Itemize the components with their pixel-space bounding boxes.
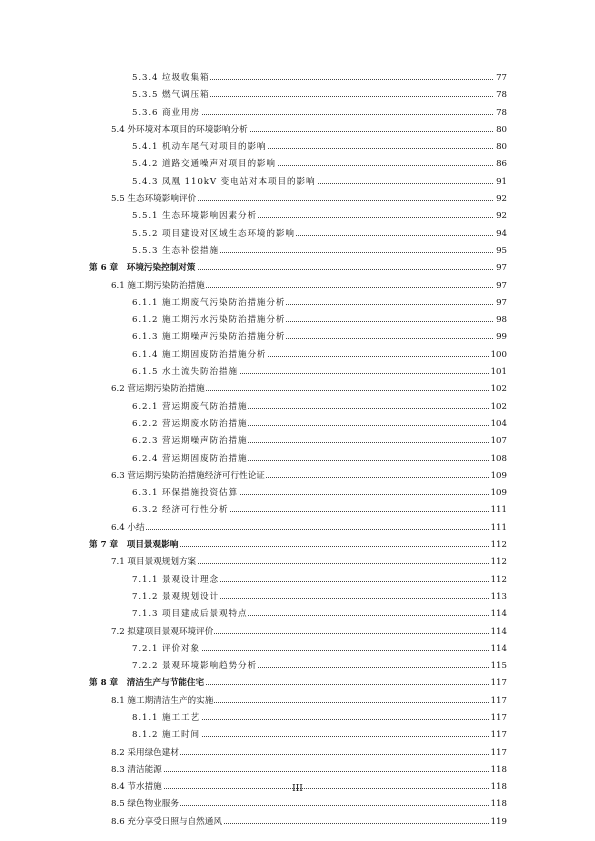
toc-entry-page: 112	[490, 537, 507, 554]
toc-entry-page: 109	[490, 468, 507, 485]
toc-entry[interactable]	[0, 606, 595, 623]
toc-entry-title: 6.3.2 经济可行性分析	[132, 502, 229, 519]
toc-entry[interactable]	[0, 537, 595, 554]
toc-entry[interactable]	[0, 174, 595, 191]
toc-entry-page: 115	[490, 658, 507, 675]
toc-entry-title: 6.3 营运期污染防治措施经济可行性论证	[111, 468, 266, 485]
toc-entry[interactable]	[0, 226, 595, 243]
toc-entry-page: 114	[490, 641, 507, 658]
toc-entry[interactable]	[0, 589, 595, 606]
toc-entry-title: 5.4.2 道路交通噪声对项目的影响	[132, 156, 277, 173]
toc-entry-page: 118	[490, 796, 507, 813]
toc-entry-page: 113	[490, 589, 507, 606]
toc-entry[interactable]	[0, 796, 595, 813]
toc-entry-page: 98	[495, 312, 507, 329]
toc-entry[interactable]	[0, 554, 595, 571]
toc-entry[interactable]	[0, 381, 595, 398]
toc-entry[interactable]	[0, 329, 595, 346]
toc-entry-title: 5.3.5 燃气调压箱	[132, 87, 210, 104]
toc-entry-title: 6.1.1 施工期废气污染防治措施分析	[132, 295, 286, 312]
toc-entry-title: 6.1.3 施工期噪声污染防治措施分析	[132, 329, 286, 346]
toc-entry-title: 6.4 小结	[111, 520, 146, 537]
toc-entry-title: 6.2.4 营运期固废防治措施	[132, 451, 248, 468]
toc-entry[interactable]	[0, 87, 595, 104]
toc-entry[interactable]	[0, 105, 595, 122]
toc-entry-title: 6.1.2 施工期污水污染防治措施分析	[132, 312, 286, 329]
toc-entry-title: 6.2 营运期污染防治措施	[111, 381, 206, 398]
toc-entry-page: 111	[490, 520, 507, 537]
toc-entry-title: 5.5.3 生态补偿措施	[132, 243, 220, 260]
toc-leader-dots	[111, 771, 493, 772]
toc-entry-title: 5.3.6 商业用房	[132, 105, 201, 122]
toc-entry[interactable]	[0, 347, 595, 364]
toc-entry-title: 5.5.2 项目建设对区域生态环境的影响	[132, 226, 296, 243]
toc-entry-title: 8.1 施工期清洁生产的实施	[111, 693, 214, 710]
toc-entry[interactable]	[0, 658, 595, 675]
toc-entry-page: 117	[490, 710, 507, 727]
toc-entry[interactable]	[0, 260, 595, 277]
toc-entry-title: 6.3.1 环保措施投资估算	[132, 485, 239, 502]
toc-entry-title: 5.5 生态环境影响评价	[111, 191, 197, 208]
toc-entry[interactable]	[0, 295, 595, 312]
toc-entry[interactable]	[0, 364, 595, 381]
toc-entry[interactable]	[0, 312, 595, 329]
toc-entry-page: 102	[490, 381, 507, 398]
page-number: III	[292, 784, 303, 794]
toc-entry-title: 7.1.2 景观规划设计	[132, 589, 220, 606]
toc-entry-page: 78	[495, 105, 507, 122]
toc-entry[interactable]	[0, 208, 595, 225]
toc-entry-title: 8.3 清洁能源	[111, 762, 163, 779]
toc-entry[interactable]	[0, 675, 595, 692]
toc-entry-page: 94	[495, 226, 507, 243]
toc-entry-page: 114	[490, 624, 507, 641]
toc-entry[interactable]	[0, 399, 595, 416]
toc-entry[interactable]	[0, 641, 595, 658]
toc-entry-page: 97	[495, 295, 507, 312]
toc-entry-page: 92	[495, 208, 507, 225]
toc-entry-page: 92	[495, 191, 507, 208]
toc-entry-title: 5.4.1 机动车尾气对项目的影响	[132, 139, 267, 156]
toc-entry-page: 114	[490, 606, 507, 623]
toc-entry-page: 102	[490, 399, 507, 416]
toc-entry-title: 6.2.2 营运期废水防治措施	[132, 416, 248, 433]
toc-entry-title: 7.2 拟建项目景观环境评价	[111, 624, 214, 641]
toc-entry[interactable]	[0, 468, 595, 485]
toc-entry-title: 第 6 章 环境污染控制对策	[89, 260, 197, 277]
toc-entry-page: 117	[490, 727, 507, 744]
toc-entry[interactable]	[0, 762, 595, 779]
toc-entry-title: 8.2 采用绿色建材	[111, 745, 180, 762]
toc-entry-page: 119	[490, 814, 507, 831]
toc-entry[interactable]	[0, 139, 595, 156]
toc-entry-title: 5.4.3 凤凰 110kV 变电站对本项目的影响	[132, 174, 317, 191]
toc-entry-title: 8.1.1 施工工艺	[132, 710, 201, 727]
toc-entry[interactable]	[0, 156, 595, 173]
toc-entry[interactable]	[0, 485, 595, 502]
toc-entry-title: 8.6 充分享受日照与自然通风	[111, 814, 223, 831]
toc-entry[interactable]	[0, 278, 595, 295]
toc-entry-page: 111	[490, 502, 507, 519]
toc-entry-page: 100	[490, 347, 507, 364]
toc-entry-page: 101	[490, 364, 507, 381]
toc-entry-title: 7.1 项目景观规划方案	[111, 554, 197, 571]
toc-entry[interactable]	[0, 745, 595, 762]
toc-entry[interactable]	[0, 502, 595, 519]
toc-entry[interactable]	[0, 433, 595, 450]
toc-entry-title: 第 8 章 清洁生产与节能住宅	[89, 675, 205, 692]
toc-entry-page: 78	[495, 87, 507, 104]
toc-entry[interactable]	[0, 727, 595, 744]
toc-entry-page: 117	[490, 675, 507, 692]
toc-entry-title: 7.2.2 景观环境影响趋势分析	[132, 658, 258, 675]
toc-entry[interactable]	[0, 572, 595, 589]
toc-entry-page: 91	[495, 174, 507, 191]
toc-entry-page: 107	[490, 433, 507, 450]
toc-entry-page: 86	[495, 156, 507, 173]
toc-entry-title: 5.4 外环境对本项目的环境影响分析	[111, 122, 249, 139]
toc-leader-dots	[111, 529, 493, 530]
toc-entry-page: 112	[490, 572, 507, 589]
toc-entry-title: 6.2.1 营运期废气防治措施	[132, 399, 248, 416]
toc-entry-page: 104	[490, 416, 507, 433]
toc-entry-page: 118	[490, 779, 507, 796]
toc-entry-title: 7.1.1 景观设计理念	[132, 572, 220, 589]
toc-entry-page: 109	[490, 485, 507, 502]
toc-entry-title: 8.4 节水措施	[111, 779, 163, 796]
toc-entry[interactable]	[0, 693, 595, 710]
toc-entry-page: 97	[495, 260, 507, 277]
toc-entry-title: 6.1.4 施工期固废防治措施分析	[132, 347, 267, 364]
toc-entry-page: 117	[490, 745, 507, 762]
toc-entry-page: 108	[490, 451, 507, 468]
toc-entry-title: 第 7 章 项目景观影响	[89, 537, 179, 554]
toc-entry[interactable]	[0, 70, 595, 87]
toc-entry-page: 97	[495, 278, 507, 295]
toc-entry-page: 112	[490, 554, 507, 571]
toc-entry-page: 99	[495, 329, 507, 346]
toc-entry-title: 8.5 绿色物业服务	[111, 796, 180, 813]
toc-entry-title: 7.1.3 项目建成后景观特点	[132, 606, 248, 623]
toc-entry[interactable]	[0, 710, 595, 727]
toc-entry[interactable]	[0, 416, 595, 433]
toc-entry[interactable]	[0, 243, 595, 260]
toc-entry[interactable]	[0, 520, 595, 537]
toc-entry[interactable]	[0, 814, 595, 831]
toc-entry-title: 6.2.3 营运期噪声防治措施	[132, 433, 248, 450]
toc-entry-title: 7.2.1 评价对象	[132, 641, 201, 658]
toc-entry-page: 80	[495, 122, 507, 139]
toc-entry-page: 118	[490, 762, 507, 779]
toc-entry-page: 80	[495, 139, 507, 156]
toc-entry-page: 95	[495, 243, 507, 260]
toc-entry-title: 6.1.5 水土流失防治措施	[132, 364, 239, 381]
toc-entry-title: 5.3.4 垃圾收集箱	[132, 70, 210, 87]
toc-entry-title: 8.1.2 施工时间	[132, 727, 201, 744]
toc-entry[interactable]	[0, 451, 595, 468]
toc-entry-page: 117	[490, 693, 507, 710]
toc-entry-title: 6.1 施工期污染防治措施	[111, 278, 206, 295]
toc-entry[interactable]	[0, 122, 595, 139]
toc-entry-title: 5.5.1 生态环境影响因素分析	[132, 208, 258, 225]
toc-entry[interactable]	[0, 624, 595, 641]
table-of-contents	[0, 70, 595, 831]
toc-entry-page: 77	[495, 70, 507, 87]
toc-entry[interactable]	[0, 191, 595, 208]
